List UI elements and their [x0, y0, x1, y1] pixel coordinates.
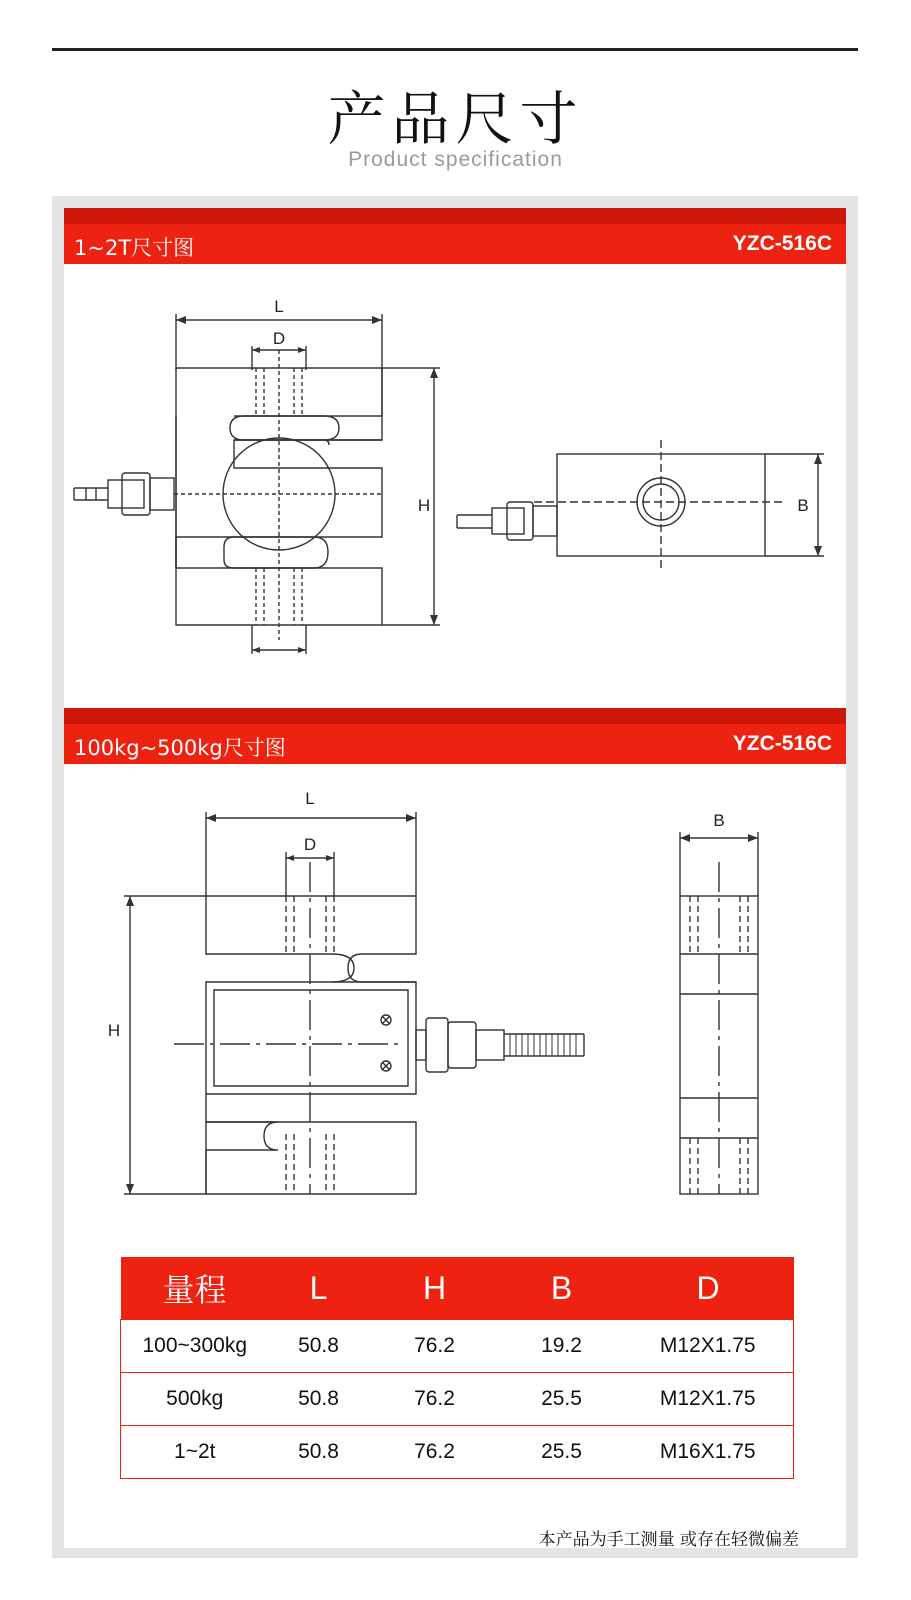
dim-label-B: B: [713, 811, 725, 830]
dim-label-D: D: [272, 329, 286, 348]
cell-range: 100~300kg: [121, 1320, 269, 1373]
spec-table: [120, 1257, 794, 1479]
table-header-H: H: [369, 1257, 501, 1320]
table-row: [121, 1373, 794, 1426]
dim-label-B: B: [797, 496, 809, 515]
page-subtitle: Product specification: [348, 148, 563, 171]
table-header-L: L: [269, 1257, 369, 1320]
top-rule: [52, 48, 858, 51]
section2-model: YZC-516C: [732, 732, 832, 755]
cell-range: 1~2t: [121, 1426, 269, 1479]
page-title: 产品尺寸: [327, 85, 584, 153]
cell-B: 19.2: [501, 1320, 623, 1373]
cell-range: 500kg: [121, 1373, 269, 1426]
cell-L: 50.8: [269, 1320, 369, 1373]
section2-title: 100kg~500kg尺寸图: [74, 736, 286, 760]
cell-B: 25.5: [501, 1426, 623, 1479]
table-row: [121, 1320, 794, 1373]
cell-B: 25.5: [501, 1373, 623, 1426]
cell-L: 50.8: [269, 1373, 369, 1426]
cell-H: 76.2: [369, 1373, 501, 1426]
table-header-D: D: [623, 1257, 794, 1320]
dim-label-L: L: [305, 789, 315, 808]
section2-banner: [64, 708, 846, 764]
section1-banner: [64, 208, 846, 264]
diagram-100-500kg: [64, 782, 844, 1212]
table-header-row: [121, 1257, 794, 1320]
cell-L: 50.8: [269, 1426, 369, 1479]
cell-D: M12X1.75: [623, 1320, 794, 1373]
cell-H: 76.2: [369, 1426, 501, 1479]
table-header-B: B: [501, 1257, 623, 1320]
table-row: [121, 1426, 794, 1479]
dim-label-D: D: [303, 835, 317, 854]
cell-H: 76.2: [369, 1320, 501, 1373]
dim-label-H: H: [417, 496, 431, 515]
table-header-range: 量程: [121, 1257, 269, 1320]
cell-D: M12X1.75: [623, 1373, 794, 1426]
cell-D: M16X1.75: [623, 1426, 794, 1479]
section1-model: YZC-516C: [732, 232, 832, 255]
dim-label-L: L: [274, 297, 284, 316]
diagram-1-2t: [64, 290, 844, 670]
measurement-note: 本产品为手工测量 或存在轻微偏差: [538, 1530, 799, 1550]
section1-title: 1~2T尺寸图: [74, 236, 195, 260]
dim-label-H: H: [107, 1021, 121, 1040]
